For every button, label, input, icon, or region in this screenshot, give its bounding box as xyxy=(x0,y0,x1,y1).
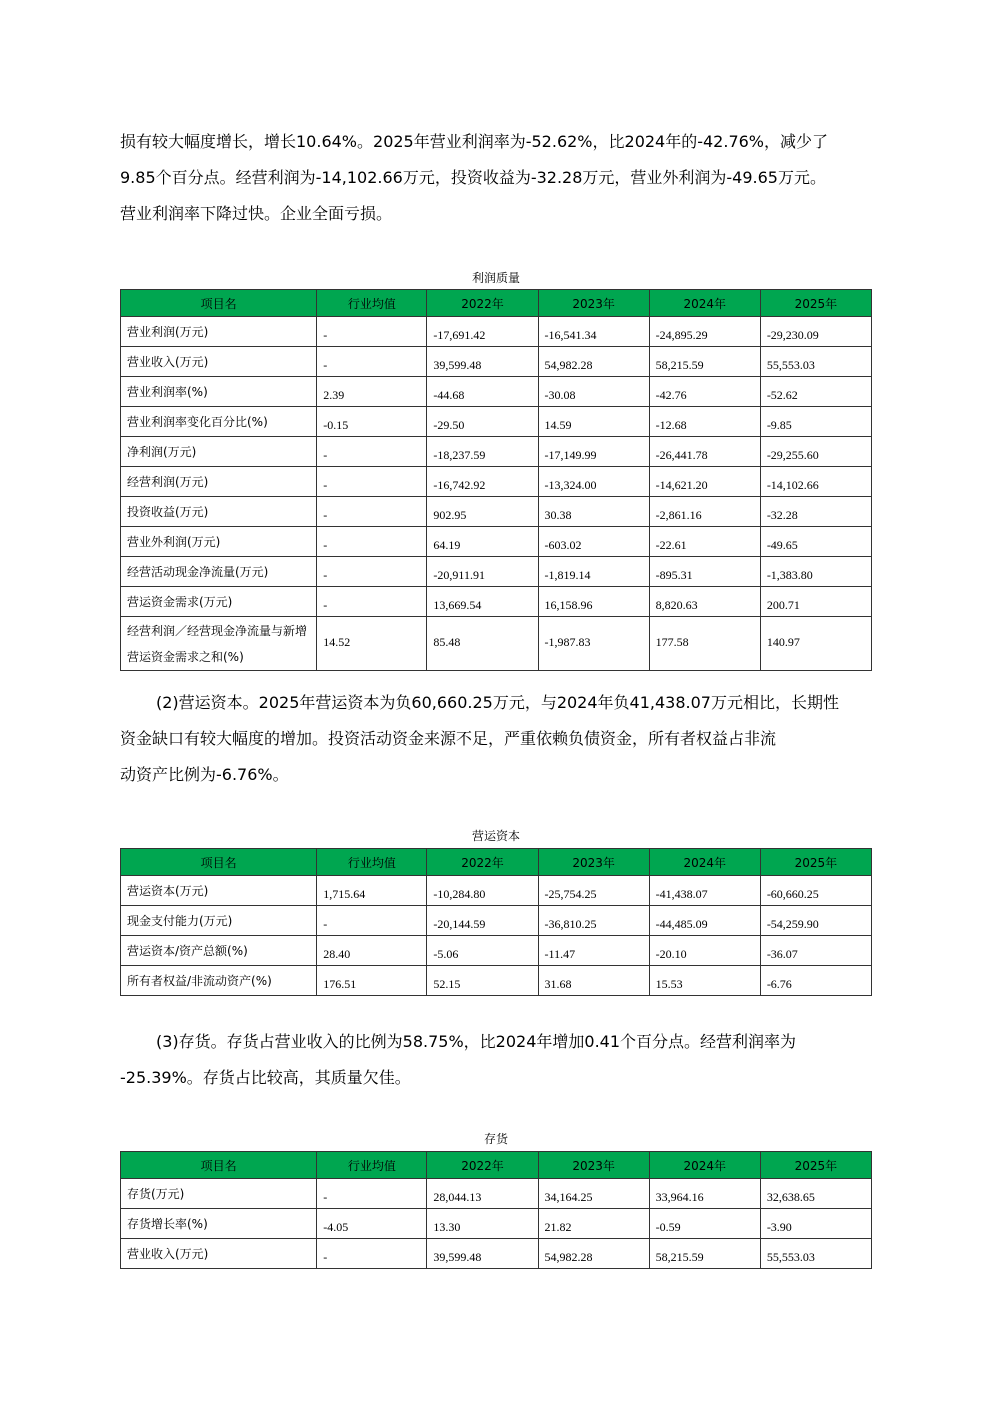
table-cell: -18,237.59 xyxy=(427,437,538,467)
table-cell: - xyxy=(317,497,427,527)
table-cell: 177.58 xyxy=(649,617,760,671)
intro-line: 9.85个百分点。经营利润为-14,102.66万元，投资收益为-32.28万元，营业外利润为-49.65万元。 xyxy=(120,168,826,187)
table-cell: -42.76 xyxy=(649,377,760,407)
table-cell: - xyxy=(317,1179,427,1209)
column-header: 行业均值 xyxy=(317,290,427,317)
table-cell: -44.68 xyxy=(427,377,538,407)
column-header: 行业均值 xyxy=(317,849,427,876)
table-cell: 13,669.54 xyxy=(427,587,538,617)
inventory-paragraph xyxy=(120,1024,908,1096)
inventory-table xyxy=(120,1151,872,1269)
table-cell: -6.76 xyxy=(760,966,871,996)
paragraph-line: (3)存货。存货占营业收入的比例为58.75%，比2024年增加0.41个百分点。经营利润率为 xyxy=(156,1032,797,1051)
profit-quality-table xyxy=(120,289,872,671)
table-cell: -32.28 xyxy=(760,497,871,527)
table-cell: 39,599.48 xyxy=(427,347,538,377)
row-label: 投资收益(万元) xyxy=(121,497,317,527)
row-label: 营业利润率变化百分比(%) xyxy=(121,407,317,437)
table-cell: 52.15 xyxy=(427,966,538,996)
table-cell: -24,895.29 xyxy=(649,317,760,347)
table-cell: -20.10 xyxy=(649,936,760,966)
table-cell: -60,660.25 xyxy=(760,876,871,906)
row-label: 经营利润／经营现金净流量与新增营运资金需求之和(%) xyxy=(121,617,317,671)
working-capital-caption: 营运资本 xyxy=(471,829,520,843)
table-row xyxy=(121,347,872,377)
table-cell: 1,715.64 xyxy=(317,876,427,906)
column-header: 2022年 xyxy=(427,1152,538,1179)
table-cell: -22.61 xyxy=(649,527,760,557)
column-header: 行业均值 xyxy=(317,1152,427,1179)
table-cell: -44,485.09 xyxy=(649,906,760,936)
table-cell: -41,438.07 xyxy=(649,876,760,906)
table-cell: 39,599.48 xyxy=(427,1239,538,1269)
table-row xyxy=(121,617,872,671)
working-capital-table xyxy=(120,848,872,996)
column-header: 2022年 xyxy=(427,849,538,876)
table-cell: -25,754.25 xyxy=(538,876,649,906)
row-label: 现金支付能力(万元) xyxy=(121,906,317,936)
table-row xyxy=(121,1239,872,1269)
table-cell: -29.50 xyxy=(427,407,538,437)
column-header: 项目名 xyxy=(121,290,317,317)
table-header-row xyxy=(121,290,872,317)
table-cell: 30.38 xyxy=(538,497,649,527)
row-label: 所有者权益/非流动资产(%) xyxy=(121,966,317,996)
table-cell: 55,553.03 xyxy=(760,1239,871,1269)
table-cell: 54,982.28 xyxy=(538,347,649,377)
table-cell: 14.52 xyxy=(317,617,427,671)
column-header: 2023年 xyxy=(538,849,649,876)
table-cell: - xyxy=(317,437,427,467)
inventory-caption: 存货 xyxy=(483,1132,508,1146)
table-cell: 28,044.13 xyxy=(427,1179,538,1209)
table-cell: 15.53 xyxy=(649,966,760,996)
intro-paragraph xyxy=(120,124,872,232)
table-cell: -1,383.80 xyxy=(760,557,871,587)
table-cell: -36.07 xyxy=(760,936,871,966)
row-label: 营运资金需求(万元) xyxy=(121,587,317,617)
table-cell: -20,144.59 xyxy=(427,906,538,936)
paragraph-line: (2)营运资本。2025年营运资本为负60,660.25万元，与2024年负41,438.07万元相比，长期性 xyxy=(156,693,839,712)
table-header-row xyxy=(121,1152,872,1179)
table-cell: 58,215.59 xyxy=(649,1239,760,1269)
table-cell: 21.82 xyxy=(538,1209,649,1239)
table-cell: 32,638.65 xyxy=(760,1179,871,1209)
table-cell: 34,164.25 xyxy=(538,1179,649,1209)
paragraph-line: 资金缺口有较大幅度的增加。投资活动资金来源不足，严重依赖负债资金，所有者权益占非流 xyxy=(120,729,777,748)
table-row xyxy=(121,467,872,497)
table-cell: - xyxy=(317,906,427,936)
table-cell: -17,149.99 xyxy=(538,437,649,467)
table-cell: -17,691.42 xyxy=(427,317,538,347)
table-cell: -2,861.16 xyxy=(649,497,760,527)
column-header: 2025年 xyxy=(760,1152,871,1179)
table-cell: - xyxy=(317,317,427,347)
column-header: 2023年 xyxy=(538,1152,649,1179)
table-cell: 58,215.59 xyxy=(649,347,760,377)
row-label: 存货(万元) xyxy=(121,1179,317,1209)
table-row xyxy=(121,527,872,557)
table-cell: 31.68 xyxy=(538,966,649,996)
table-cell: - xyxy=(317,527,427,557)
table-row xyxy=(121,876,872,906)
table-cell: -16,742.92 xyxy=(427,467,538,497)
profit-quality-caption: 利润质量 xyxy=(471,271,520,285)
table-cell: 140.97 xyxy=(760,617,871,671)
working-capital-paragraph xyxy=(120,685,908,793)
table-cell: -603.02 xyxy=(538,527,649,557)
row-label: 营业收入(万元) xyxy=(121,1239,317,1269)
table-row xyxy=(121,497,872,527)
table-cell: -52.62 xyxy=(760,377,871,407)
table-row xyxy=(121,1209,872,1239)
table-row xyxy=(121,906,872,936)
column-header: 2025年 xyxy=(760,290,871,317)
table-row xyxy=(121,966,872,996)
table-cell: 54,982.28 xyxy=(538,1239,649,1269)
column-header: 2022年 xyxy=(427,290,538,317)
table-cell: 8,820.63 xyxy=(649,587,760,617)
table-cell: - xyxy=(317,347,427,377)
row-label: 营运资本(万元) xyxy=(121,876,317,906)
paragraph-line: 动资产比例为-6.76%。 xyxy=(120,765,289,784)
table-cell: -0.59 xyxy=(649,1209,760,1239)
table-row xyxy=(121,587,872,617)
table-cell: 14.59 xyxy=(538,407,649,437)
column-header: 2025年 xyxy=(760,849,871,876)
row-label: 经营利润(万元) xyxy=(121,467,317,497)
row-label: 营业利润率(%) xyxy=(121,377,317,407)
table-cell: 33,964.16 xyxy=(649,1179,760,1209)
table-cell: -49.65 xyxy=(760,527,871,557)
table-cell: -26,441.78 xyxy=(649,437,760,467)
paragraph-line: -25.39%。存货占比较高，其质量欠佳。 xyxy=(120,1068,411,1087)
table-cell: -10,284.80 xyxy=(427,876,538,906)
table-cell: -11.47 xyxy=(538,936,649,966)
table-cell: 28.40 xyxy=(317,936,427,966)
table-cell: -20,911.91 xyxy=(427,557,538,587)
table-cell: -54,259.90 xyxy=(760,906,871,936)
table-cell: 200.71 xyxy=(760,587,871,617)
row-label: 营业外利润(万元) xyxy=(121,527,317,557)
column-header: 项目名 xyxy=(121,1152,317,1179)
table-cell: 16,158.96 xyxy=(538,587,649,617)
table-cell: -5.06 xyxy=(427,936,538,966)
table-cell: -9.85 xyxy=(760,407,871,437)
table-row xyxy=(121,936,872,966)
table-cell: -0.15 xyxy=(317,407,427,437)
column-header: 2023年 xyxy=(538,290,649,317)
intro-line: 营业利润率下降过快。企业全面亏损。 xyxy=(120,204,393,223)
table-row xyxy=(121,437,872,467)
table-cell: -14,621.20 xyxy=(649,467,760,497)
table-cell: -1,987.83 xyxy=(538,617,649,671)
table-cell: -3.90 xyxy=(760,1209,871,1239)
table-row xyxy=(121,317,872,347)
table-cell: 176.51 xyxy=(317,966,427,996)
table-cell: - xyxy=(317,467,427,497)
row-label: 经营活动现金净流量(万元) xyxy=(121,557,317,587)
table-cell: 55,553.03 xyxy=(760,347,871,377)
intro-line: 损有较大幅度增长，增长10.64%。2025年营业利润率为-52.62%，比2024年的-42.76%，减少了 xyxy=(120,132,829,151)
table-cell: - xyxy=(317,1239,427,1269)
table-cell: -12.68 xyxy=(649,407,760,437)
row-label: 营运资本/资产总额(%) xyxy=(121,936,317,966)
column-header: 2024年 xyxy=(649,1152,760,1179)
table-cell: 2.39 xyxy=(317,377,427,407)
table-cell: -4.05 xyxy=(317,1209,427,1239)
column-header: 2024年 xyxy=(649,849,760,876)
row-label: 存货增长率(%) xyxy=(121,1209,317,1239)
table-cell: -1,819.14 xyxy=(538,557,649,587)
table-row xyxy=(121,1179,872,1209)
table-cell: 85.48 xyxy=(427,617,538,671)
table-cell: -29,255.60 xyxy=(760,437,871,467)
table-cell: -16,541.34 xyxy=(538,317,649,347)
table-cell: - xyxy=(317,557,427,587)
table-row xyxy=(121,377,872,407)
table-row xyxy=(121,407,872,437)
table-cell: -895.31 xyxy=(649,557,760,587)
table-cell: -36,810.25 xyxy=(538,906,649,936)
table-cell: 902.95 xyxy=(427,497,538,527)
table-cell: -29,230.09 xyxy=(760,317,871,347)
column-header: 项目名 xyxy=(121,849,317,876)
column-header: 2024年 xyxy=(649,290,760,317)
table-cell: -13,324.00 xyxy=(538,467,649,497)
table-header-row xyxy=(121,849,872,876)
table-cell: - xyxy=(317,587,427,617)
row-label: 净利润(万元) xyxy=(121,437,317,467)
table-cell: 13.30 xyxy=(427,1209,538,1239)
table-cell: -30.08 xyxy=(538,377,649,407)
table-row xyxy=(121,557,872,587)
row-label: 营业利润(万元) xyxy=(121,317,317,347)
table-cell: -14,102.66 xyxy=(760,467,871,497)
table-cell: 64.19 xyxy=(427,527,538,557)
row-label: 营业收入(万元) xyxy=(121,347,317,377)
